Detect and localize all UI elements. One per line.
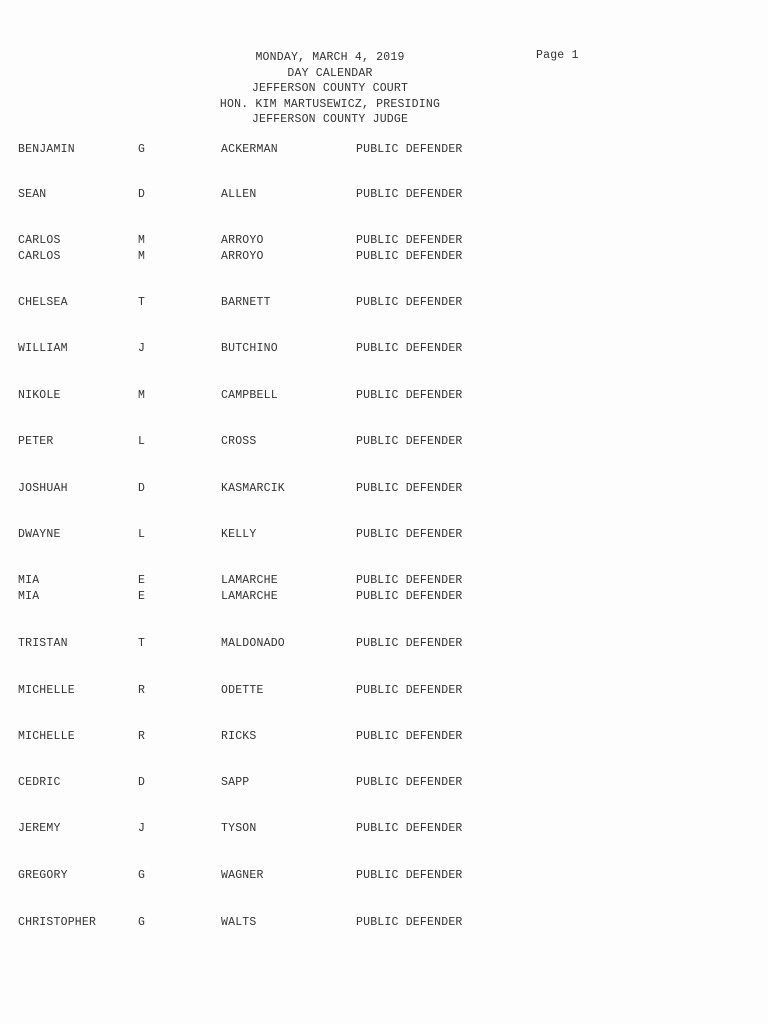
calendar-entry	[0, 188, 520, 204]
middle-initial: J	[138, 822, 146, 835]
middle-initial: M	[138, 389, 146, 402]
middle-initial: R	[138, 684, 146, 697]
attorney: PUBLIC DEFENDER	[356, 528, 463, 541]
last-name: ARROYO	[221, 234, 264, 247]
calendar-entry	[0, 528, 520, 544]
last-name: BARNETT	[221, 296, 271, 309]
first-name: MICHELLE	[18, 684, 75, 697]
last-name: MALDONADO	[221, 637, 285, 650]
last-name: CROSS	[221, 435, 257, 448]
attorney: PUBLIC DEFENDER	[356, 637, 463, 650]
attorney: PUBLIC DEFENDER	[356, 869, 463, 882]
last-name: WALTS	[221, 916, 257, 929]
last-name: KELLY	[221, 528, 257, 541]
first-name: PETER	[18, 435, 54, 448]
first-name: GREGORY	[18, 869, 68, 882]
last-name: CAMPBELL	[221, 389, 278, 402]
attorney: PUBLIC DEFENDER	[356, 916, 463, 929]
attorney: PUBLIC DEFENDER	[356, 234, 463, 247]
header-date: MONDAY, MARCH 4, 2019	[255, 51, 405, 64]
calendar-entry	[0, 776, 520, 792]
calendar-entry	[0, 684, 520, 700]
first-name: CEDRIC	[18, 776, 61, 789]
middle-initial: D	[138, 482, 146, 495]
attorney: PUBLIC DEFENDER	[356, 590, 463, 603]
first-name: CHELSEA	[18, 296, 68, 309]
calendar-entry	[0, 916, 520, 932]
first-name: WILLIAM	[18, 342, 68, 355]
calendar-header	[130, 50, 530, 128]
header-calendar: DAY CALENDAR	[287, 66, 373, 80]
middle-initial: G	[138, 869, 146, 882]
calendar-entry	[0, 250, 520, 266]
first-name: SEAN	[18, 188, 47, 201]
attorney: PUBLIC DEFENDER	[356, 143, 463, 156]
first-name: NIKOLE	[18, 389, 61, 402]
first-name: JOSHUAH	[18, 482, 68, 495]
calendar-entry	[0, 143, 520, 159]
calendar-entry	[0, 342, 520, 358]
middle-initial: M	[138, 250, 146, 263]
last-name: TYSON	[221, 822, 257, 835]
attorney: PUBLIC DEFENDER	[356, 389, 463, 402]
attorney: PUBLIC DEFENDER	[356, 776, 463, 789]
attorney: PUBLIC DEFENDER	[356, 822, 463, 835]
first-name: DWAYNE	[18, 528, 61, 541]
attorney: PUBLIC DEFENDER	[356, 574, 463, 587]
calendar-entry	[0, 435, 520, 451]
middle-initial: D	[138, 188, 146, 201]
calendar-entry	[0, 482, 520, 498]
middle-initial: T	[138, 296, 146, 309]
last-name: WAGNER	[221, 869, 264, 882]
middle-initial: G	[138, 916, 146, 929]
first-name: CARLOS	[18, 234, 61, 247]
calendar-entry	[0, 730, 520, 746]
attorney: PUBLIC DEFENDER	[356, 296, 463, 309]
attorney: PUBLIC DEFENDER	[356, 684, 463, 697]
last-name: ARROYO	[221, 250, 264, 263]
calendar-entry	[0, 590, 520, 606]
calendar-entry	[0, 389, 520, 405]
middle-initial: R	[138, 730, 146, 743]
last-name: KASMARCIK	[221, 482, 285, 495]
attorney: PUBLIC DEFENDER	[356, 342, 463, 355]
last-name: RICKS	[221, 730, 257, 743]
last-name: BUTCHINO	[221, 342, 278, 355]
attorney: PUBLIC DEFENDER	[356, 435, 463, 448]
middle-initial: E	[138, 574, 146, 587]
first-name: MICHELLE	[18, 730, 75, 743]
last-name: LAMARCHE	[221, 574, 278, 587]
calendar-entry	[0, 234, 520, 250]
header-court: JEFFERSON COUNTY COURT	[251, 82, 409, 95]
last-name: ACKERMAN	[221, 143, 278, 156]
header-title: JEFFERSON COUNTY JUDGE	[251, 113, 409, 126]
first-name: CHRISTOPHER	[18, 916, 97, 929]
attorney: PUBLIC DEFENDER	[356, 730, 463, 743]
attorney: PUBLIC DEFENDER	[356, 482, 463, 495]
last-name: ODETTE	[221, 684, 264, 697]
first-name: TRISTAN	[18, 637, 68, 650]
attorney: PUBLIC DEFENDER	[356, 250, 463, 263]
attorney: PUBLIC DEFENDER	[356, 188, 463, 201]
page-number: Page 1	[536, 49, 579, 62]
first-name: BENJAMIN	[18, 143, 75, 156]
last-name: SAPP	[221, 776, 250, 789]
middle-initial: L	[138, 528, 146, 541]
header-judge: HON. KIM MARTUSEWICZ, PRESIDING	[219, 97, 441, 111]
first-name: JEREMY	[18, 822, 61, 835]
calendar-entry	[0, 574, 520, 590]
middle-initial: G	[138, 143, 146, 156]
middle-initial: E	[138, 590, 146, 603]
middle-initial: J	[138, 342, 146, 355]
middle-initial: L	[138, 435, 146, 448]
first-name: CARLOS	[18, 250, 61, 263]
calendar-entry	[0, 822, 520, 838]
calendar-entry	[0, 637, 520, 653]
middle-initial: T	[138, 637, 146, 650]
calendar-entry	[0, 296, 520, 312]
middle-initial: M	[138, 234, 146, 247]
first-name: MIA	[18, 574, 40, 587]
middle-initial: D	[138, 776, 146, 789]
first-name: MIA	[18, 590, 40, 603]
last-name: ALLEN	[221, 188, 257, 201]
calendar-entry	[0, 869, 520, 885]
last-name: LAMARCHE	[221, 590, 278, 603]
